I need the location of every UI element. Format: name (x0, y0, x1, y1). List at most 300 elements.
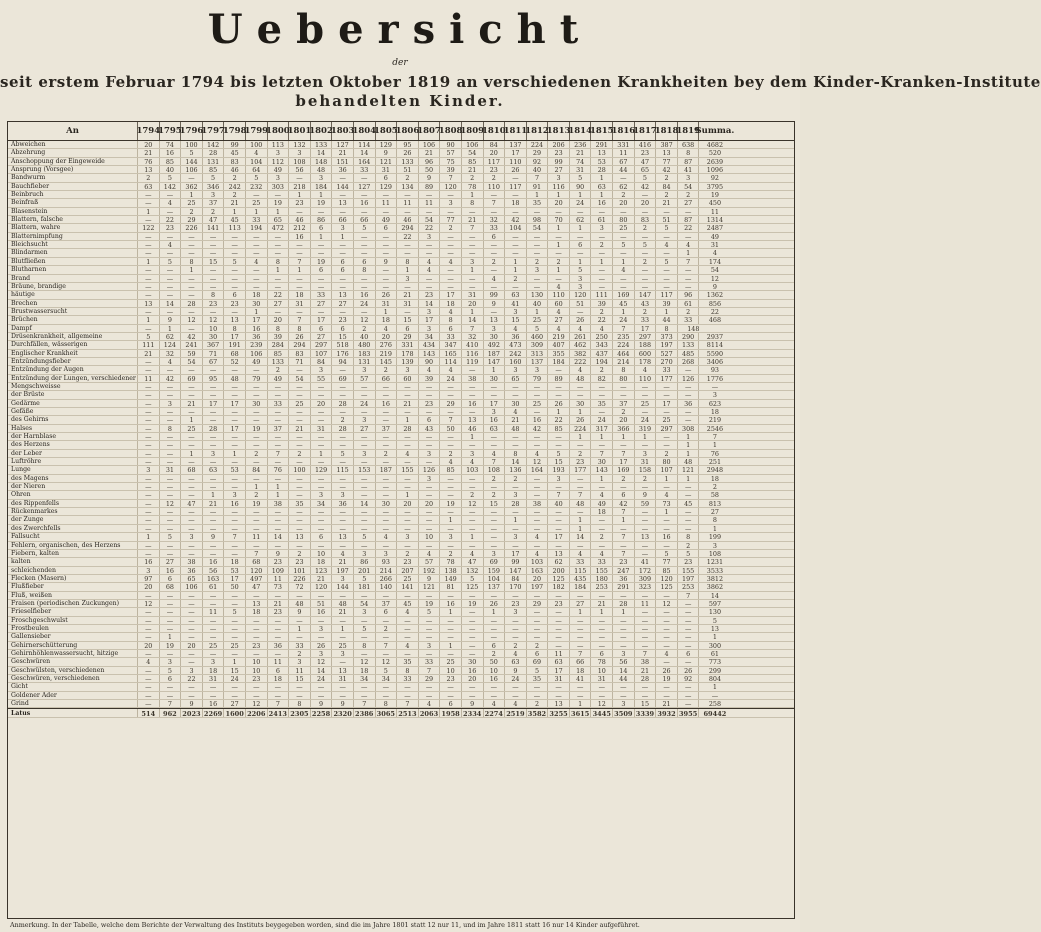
table-cell: — (440, 249, 462, 256)
table-cell: — (289, 542, 311, 549)
table-row (8, 375, 794, 383)
table-cell: — (376, 508, 398, 515)
table-cell: — (246, 249, 268, 256)
table-cell: 20 (138, 141, 160, 148)
table-cell: 2 (591, 241, 613, 248)
table-cell: 14 (419, 300, 441, 307)
table-cell: — (332, 433, 354, 440)
table-cell: 37 (203, 199, 225, 206)
table-cell: — (138, 308, 160, 315)
table-cell: 20 (635, 199, 657, 206)
table-cell: 3 (354, 550, 376, 557)
table-cell: 78 (591, 658, 613, 665)
table-cell: — (354, 483, 376, 490)
table-cell: — (548, 542, 570, 549)
header-label-cell: An (8, 122, 138, 140)
table-cell: — (203, 441, 225, 448)
table-cell: 261 (570, 333, 592, 340)
table-cell: 4 (527, 450, 549, 457)
table-cell: 1 (376, 308, 398, 315)
table-cell: 33 (419, 658, 441, 665)
table-row (8, 625, 794, 633)
table-cell: 23 (224, 300, 246, 307)
table-cell: 33 (484, 224, 506, 231)
table-cell: 3 (505, 533, 527, 540)
table-cell: 58 (710, 491, 719, 500)
table-cell: — (224, 249, 246, 256)
table-cell: 2274 (484, 709, 506, 717)
table-cell: — (548, 383, 570, 390)
table-cell: — (289, 475, 311, 482)
table-cell: — (138, 391, 160, 398)
table-cell: 9 (332, 700, 354, 707)
table-cell: 1 (548, 224, 570, 231)
table-cell: — (419, 483, 441, 490)
header-year-cell: 1818 (656, 122, 678, 140)
table-cell: 294 (397, 224, 419, 231)
table-cell: 2 (181, 208, 203, 215)
table-row (8, 483, 794, 491)
row-label: Brüchen (8, 316, 138, 323)
table-cell: — (548, 391, 570, 398)
table-cell: 4 (419, 258, 441, 265)
table-cell: — (635, 275, 657, 282)
table-cell: — (203, 383, 225, 390)
table-cell: 31 (376, 300, 398, 307)
table-cell: 3 (332, 575, 354, 582)
table-cell: 7 (527, 174, 549, 181)
table-cell: 145 (376, 358, 398, 365)
table-cell: 9 (712, 282, 717, 291)
table-cell: — (246, 441, 268, 448)
table-cell: — (160, 692, 182, 699)
table-cell: 1 (332, 233, 354, 240)
table-cell: 10 (440, 667, 462, 674)
table-cell: — (613, 174, 635, 181)
table-cell: — (678, 491, 700, 498)
table-row (8, 316, 794, 324)
table-cell: 2 (268, 366, 290, 373)
table-cell: — (138, 191, 160, 198)
table-cell: 27 (311, 300, 333, 307)
table-cell: 104 (246, 158, 268, 165)
table-cell: — (354, 542, 376, 549)
table-cell: 34 (311, 500, 333, 507)
table-cell: 76 (268, 466, 290, 473)
table-cell: 218 (289, 183, 311, 190)
table-header-row (8, 122, 794, 141)
table-cell: 106 (181, 583, 203, 590)
table-cell: — (246, 458, 268, 465)
table-cell: — (570, 475, 592, 482)
table-cell: 407 (548, 341, 570, 348)
table-cell: 106 (246, 350, 268, 357)
header-year-cell: 1813 (548, 122, 570, 140)
table-cell: 20 (311, 400, 333, 407)
table-cell: — (246, 592, 268, 599)
table-cell: — (246, 191, 268, 198)
table-cell: 34 (354, 675, 376, 682)
table-cell: 27 (548, 166, 570, 173)
table-cell: 3 (462, 258, 484, 265)
table-cell: 1 (678, 433, 700, 440)
table-cell: 169 (613, 466, 635, 473)
table-cell: 120 (246, 567, 268, 574)
table-cell: — (613, 542, 635, 549)
table-cell: — (181, 174, 203, 181)
table-cell: — (419, 191, 441, 198)
table-cell: 3 (311, 491, 333, 498)
table-cell: — (635, 233, 657, 240)
table-cell: 16 (354, 199, 376, 206)
table-cell: 4 (527, 533, 549, 540)
table-cell: — (246, 617, 268, 624)
table-cell: — (419, 692, 441, 699)
table-row (8, 233, 794, 241)
table-cell: — (419, 617, 441, 624)
table-cell: 4 (419, 266, 441, 273)
table-cell: 36 (678, 400, 700, 407)
table-cell: 3 (397, 366, 419, 373)
table-cell: — (397, 508, 419, 515)
table-cell: — (397, 249, 419, 256)
table-cell: — (656, 658, 678, 665)
table-cell: 51 (311, 600, 333, 607)
table-cell: 12 (354, 316, 376, 323)
table-cell: — (181, 458, 203, 465)
table-cell: — (268, 416, 290, 423)
table-cell: 24 (613, 316, 635, 323)
table-cell: — (311, 458, 333, 465)
table-cell: 242 (505, 350, 527, 357)
table-cell: 2 (678, 542, 700, 549)
table-cell: 1 (397, 491, 419, 498)
table-cell: 54 (419, 216, 441, 223)
table-cell: — (419, 441, 441, 448)
table-row (8, 224, 794, 232)
table-cell: 87 (678, 158, 700, 165)
table-cell: 95 (203, 375, 225, 382)
table-cell: 1 (527, 191, 549, 198)
table-cell: 130 (527, 291, 549, 298)
table-cell: 56 (289, 166, 311, 173)
table-cell: 99 (484, 291, 506, 298)
table-cell: 6 (678, 650, 700, 657)
table-cell: — (160, 291, 182, 298)
table-cell: — (570, 542, 592, 549)
table-cell: — (332, 308, 354, 315)
table-cell: 23 (635, 149, 657, 156)
table-cell: 962 (160, 709, 182, 717)
table-cell: 473 (505, 341, 527, 348)
table-cell: 4 (440, 366, 462, 373)
table-cell: 2 (138, 174, 160, 181)
table-cell: 3 (527, 366, 549, 373)
table-cell: 1 (505, 258, 527, 265)
table-cell: — (484, 391, 506, 398)
table-cell: 121 (419, 583, 441, 590)
table-cell: 21 (462, 166, 484, 173)
table-cell: 163 (527, 567, 549, 574)
table-cell: — (548, 683, 570, 690)
table-cell: — (203, 617, 225, 624)
table-row (8, 191, 794, 199)
table-cell: — (203, 416, 225, 423)
table-cell: 258 (708, 700, 722, 709)
table-cell: 63 (505, 658, 527, 665)
table-cell: 13 (462, 416, 484, 423)
table-cell: 19 (246, 500, 268, 507)
table-cell: 2 (203, 208, 225, 215)
table-cell: 1 (613, 308, 635, 315)
table-cell: 49 (376, 216, 398, 223)
row-label: Mengschweisse (8, 383, 138, 390)
table-cell: — (354, 592, 376, 599)
table-cell: 48 (311, 166, 333, 173)
table-cell: — (548, 483, 570, 490)
table-cell: — (678, 516, 700, 523)
table-cell: 2 (635, 224, 657, 231)
table-cell: — (181, 633, 203, 640)
table-cell: — (527, 408, 549, 415)
table-cell: 26 (376, 291, 398, 298)
table-cell: — (203, 600, 225, 607)
table-cell: 7 (440, 416, 462, 423)
table-cell: 41 (505, 300, 527, 307)
table-cell: 140 (376, 583, 398, 590)
table-cell: 23 (613, 558, 635, 565)
table-cell: 8 (268, 325, 290, 332)
table-cell: 1 (548, 266, 570, 273)
table-cell: 8 (289, 700, 311, 707)
table-cell: 4 (440, 458, 462, 465)
table-cell: — (268, 633, 290, 640)
table-cell: — (484, 533, 506, 540)
table-cell: — (527, 475, 549, 482)
table-cell: — (289, 441, 311, 448)
table-cell: 3 (570, 283, 592, 290)
table-cell: — (246, 475, 268, 482)
table-cell: 773 (708, 658, 722, 667)
table-cell: — (570, 391, 592, 398)
table-cell: 164 (354, 158, 376, 165)
table-cell: 3 (505, 491, 527, 498)
table-cell: 4 (160, 199, 182, 206)
table-cell: 14 (311, 667, 333, 674)
table-cell: — (527, 433, 549, 440)
table-cell: 7 (289, 316, 311, 323)
table-cell: 21 (289, 425, 311, 432)
table-cell: 77 (440, 216, 462, 223)
table-cell: 134 (397, 183, 419, 190)
row-label: schleichenden (8, 567, 138, 574)
table-cell: 121 (376, 158, 398, 165)
table-cell: 115 (570, 567, 592, 574)
table-cell: 133 (268, 358, 290, 365)
table-cell: 5 (354, 533, 376, 540)
table-cell: — (181, 683, 203, 690)
table-cell: — (268, 683, 290, 690)
table-cell: 5 (160, 258, 182, 265)
table-cell: — (548, 592, 570, 599)
table-cell: 1231 (706, 558, 724, 567)
table-cell: 136 (505, 466, 527, 473)
table-cell: 366 (613, 425, 635, 432)
table-cell: 1 (462, 266, 484, 273)
table-cell: 22 (268, 291, 290, 298)
table-cell: 120 (656, 575, 678, 582)
table-cell: — (548, 625, 570, 632)
table-cell: 106 (462, 141, 484, 148)
table-cell: 155 (678, 567, 700, 574)
table-cell: 6 (311, 224, 333, 231)
table-cell: — (527, 241, 549, 248)
table-cell: 131 (203, 158, 225, 165)
table-cell: 6 (527, 650, 549, 657)
table-cell: — (354, 233, 376, 240)
table-cell: — (613, 441, 635, 448)
table-cell: 2023 (181, 709, 203, 717)
table-cell: 67 (203, 358, 225, 365)
table-cell: 12 (246, 700, 268, 707)
table-cell: — (224, 600, 246, 607)
table-cell: — (138, 500, 160, 507)
table-cell: 126 (678, 375, 700, 382)
table-cell: 155 (591, 567, 613, 574)
table-cell: 54 (678, 183, 700, 190)
table-cell: — (311, 542, 333, 549)
table-cell: 33 (656, 366, 678, 373)
table-cell: 6 (484, 642, 506, 649)
table-cell: — (289, 174, 311, 181)
table-cell: 29 (397, 333, 419, 340)
row-label: kalten (8, 558, 138, 565)
table-cell: — (181, 325, 203, 332)
table-cell: 121 (678, 466, 700, 473)
row-label: Abzehrung (8, 149, 138, 156)
header-year-cell: 1795 (160, 122, 182, 140)
table-cell: 638 (678, 141, 700, 148)
table-cell: 1 (268, 491, 290, 498)
table-cell: — (332, 483, 354, 490)
table-cell: 8 (268, 258, 290, 265)
table-cell: 91 (527, 183, 549, 190)
table-cell: 1 (311, 191, 333, 198)
table-cell: 37 (376, 600, 398, 607)
table-cell: — (527, 233, 549, 240)
table-cell: 18 (311, 558, 333, 565)
table-cell: 7 (419, 667, 441, 674)
table-cell: 43 (419, 425, 441, 432)
row-label: Drüsenkrankheit, allgemeine (8, 333, 138, 340)
table-cell: 1 (548, 191, 570, 198)
table-row (8, 633, 794, 641)
table-cell: 8 (160, 425, 182, 432)
table-cell: 23 (570, 458, 592, 465)
table-row (8, 608, 794, 616)
table-cell: — (160, 408, 182, 415)
table-cell: — (656, 525, 678, 532)
table-cell: 33 (289, 642, 311, 649)
table-cell: 410 (462, 341, 484, 348)
table-cell: 2 (712, 483, 717, 492)
table-cell: 106 (419, 141, 441, 148)
table-cell: 16 (203, 700, 225, 707)
table-cell: 31 (311, 425, 333, 432)
table-cell: 84 (246, 466, 268, 473)
table-row (8, 700, 794, 708)
table-cell: — (397, 241, 419, 248)
table-cell: 40 (527, 300, 549, 307)
table-cell: — (354, 458, 376, 465)
table-cell: — (203, 692, 225, 699)
table-cell: 27 (354, 425, 376, 432)
table-cell: 7 (613, 533, 635, 540)
table-cell: 434 (419, 341, 441, 348)
table-cell: — (160, 516, 182, 523)
table-cell: — (138, 458, 160, 465)
table-cell: 31 (548, 675, 570, 682)
table-cell: 83 (635, 216, 657, 223)
table-cell: 9 (289, 608, 311, 615)
table-cell: 4 (548, 308, 570, 315)
table-cell: 63 (484, 425, 506, 432)
table-cell: 22 (397, 233, 419, 240)
table-cell: 21 (181, 400, 203, 407)
table-cell: — (505, 241, 527, 248)
row-label: Bauchfieber (8, 183, 138, 190)
row-label: Gehirnerschütterung (8, 642, 138, 649)
table-cell: — (397, 516, 419, 523)
table-cell: 129 (376, 141, 398, 148)
table-row (8, 642, 794, 650)
table-cell: 297 (311, 341, 333, 348)
table-cell: — (268, 617, 290, 624)
table-cell: 5 (376, 667, 398, 674)
table-cell: — (138, 675, 160, 682)
table-cell: 51 (397, 166, 419, 173)
table-cell: 3 (332, 650, 354, 657)
table-cell: 1 (289, 266, 311, 273)
table-cell: 24 (354, 300, 376, 307)
table-cell: 111 (138, 341, 160, 348)
row-label: der Nieren (8, 483, 138, 490)
table-cell: 113 (224, 224, 246, 231)
table-cell: 1 (138, 258, 160, 265)
table-cell: 5 (527, 325, 549, 332)
table-cell: 303 (268, 183, 290, 190)
table-cell: 92 (527, 158, 549, 165)
table-cell: — (138, 199, 160, 206)
table-cell: 17 (484, 400, 506, 407)
table-row (8, 308, 794, 316)
table-cell: — (138, 358, 160, 365)
table-cell: 28 (332, 400, 354, 407)
table-cell: — (224, 233, 246, 240)
table-cell: 54 (710, 266, 719, 275)
table-cell: 1 (613, 433, 635, 440)
table-cell: 119 (462, 358, 484, 365)
table-cell: — (160, 266, 182, 273)
table-cell: 13 (138, 300, 160, 307)
table-cell: 17 (505, 550, 527, 557)
table-cell: — (224, 683, 246, 690)
table-cell: — (678, 366, 700, 373)
table-cell: 3 (289, 149, 311, 156)
row-label: Frieselfieber (8, 608, 138, 615)
table-cell: 71 (203, 350, 225, 357)
table-cell: 1 (138, 208, 160, 215)
